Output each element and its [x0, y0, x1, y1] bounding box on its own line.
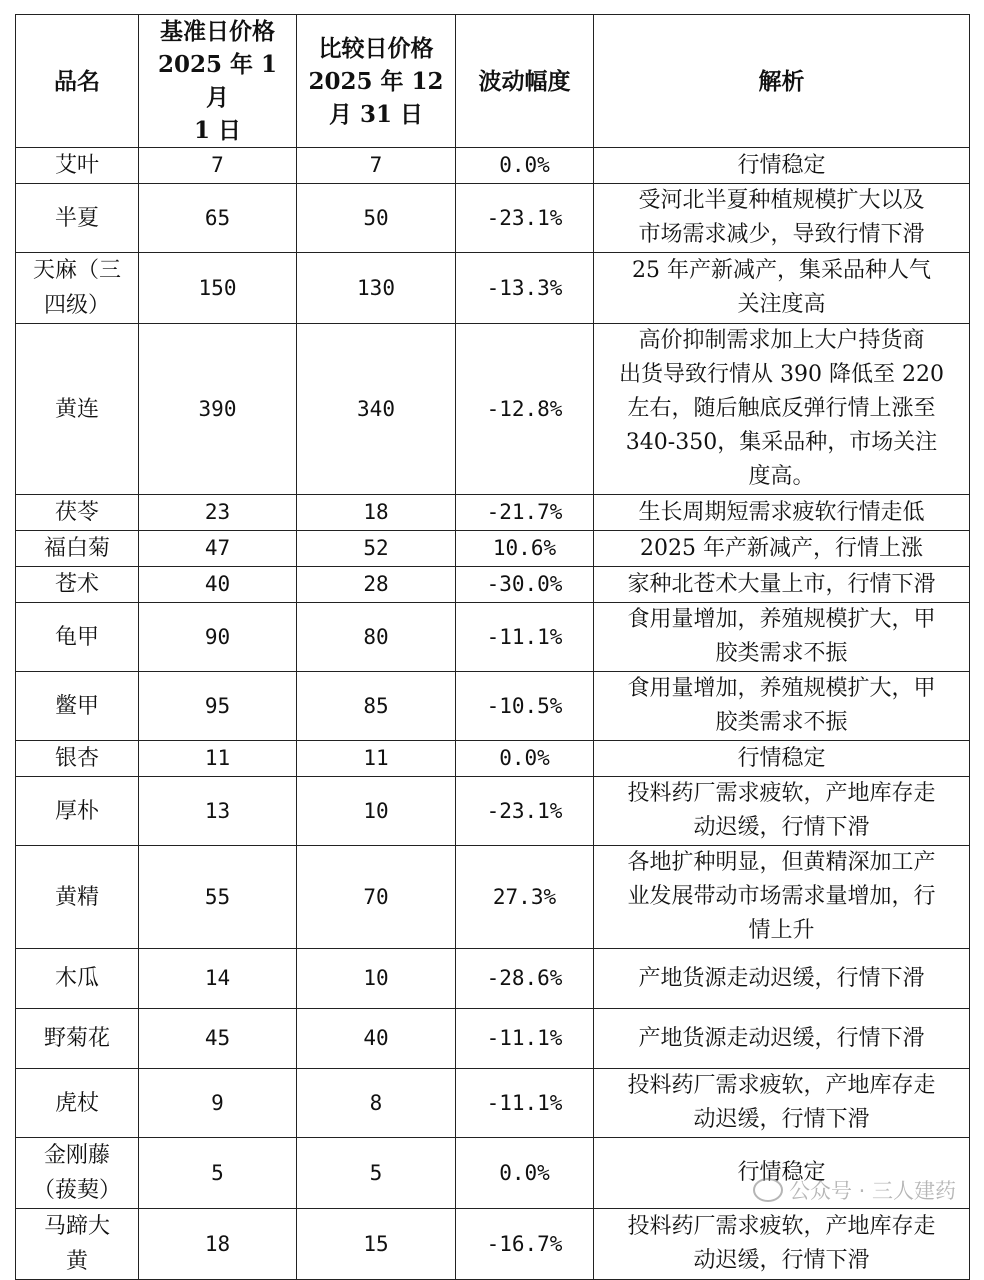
- table-row: [16, 184, 970, 253]
- cell-change: 10.6%: [456, 531, 594, 567]
- cell-name: 金刚藤 （菝葜）: [16, 1138, 139, 1209]
- cell-compare-price: 18: [297, 495, 456, 531]
- table-row: [16, 1209, 970, 1280]
- cell-base-price: 65: [139, 184, 297, 253]
- cell-compare-price: 52: [297, 531, 456, 567]
- cell-analysis: 家种北苍术大量上市，行情下滑: [594, 567, 970, 603]
- cell-base-price: 47: [139, 531, 297, 567]
- table-row: [16, 1069, 970, 1138]
- cell-change: 27.3%: [456, 846, 594, 949]
- cell-compare-price: 40: [297, 1009, 456, 1069]
- table-row: [16, 324, 970, 495]
- cell-analysis: 投料药厂需求疲软，产地库存走 动迟缓，行情下滑: [594, 777, 970, 846]
- table-row: [16, 603, 970, 672]
- cell-base-price: 5: [139, 1138, 297, 1209]
- cell-compare-price: 5: [297, 1138, 456, 1209]
- cell-change: 0.0%: [456, 1138, 594, 1209]
- cell-name: 茯苓: [16, 495, 139, 531]
- cell-compare-price: 11: [297, 741, 456, 777]
- cell-base-price: 23: [139, 495, 297, 531]
- cell-name: 银杏: [16, 741, 139, 777]
- cell-analysis: 25 年产新减产，集采品种人气 关注度高: [594, 253, 970, 324]
- cell-analysis: 行情稳定: [594, 1138, 970, 1209]
- cell-compare-price: 7: [297, 148, 456, 184]
- cell-change: -10.5%: [456, 672, 594, 741]
- cell-name: 木瓜: [16, 949, 139, 1009]
- cell-name: 黄精: [16, 846, 139, 949]
- header-base-price: 基准日价格 2025 年 1 月 1 日: [139, 15, 297, 148]
- cell-base-price: 9: [139, 1069, 297, 1138]
- table-row: [16, 741, 970, 777]
- cell-compare-price: 15: [297, 1209, 456, 1280]
- cell-name: 天麻（三 四级）: [16, 253, 139, 324]
- cell-change: -11.1%: [456, 1009, 594, 1069]
- cell-name: 鳖甲: [16, 672, 139, 741]
- cell-analysis: 食用量增加，养殖规模扩大，甲 胶类需求不振: [594, 603, 970, 672]
- cell-change: -30.0%: [456, 567, 594, 603]
- table-row: [16, 1009, 970, 1069]
- cell-analysis: 受河北半夏种植规模扩大以及 市场需求减少，导致行情下滑: [594, 184, 970, 253]
- cell-analysis: 2025 年产新减产，行情上涨: [594, 531, 970, 567]
- cell-compare-price: 70: [297, 846, 456, 949]
- header-name: 品名: [16, 15, 139, 148]
- table-row: [16, 148, 970, 184]
- header-row: [16, 15, 970, 148]
- cell-analysis: 生长周期短需求疲软行情走低: [594, 495, 970, 531]
- cell-base-price: 55: [139, 846, 297, 949]
- cell-base-price: 40: [139, 567, 297, 603]
- wechat-icon: [753, 1178, 783, 1202]
- cell-base-price: 11: [139, 741, 297, 777]
- table-row: [16, 531, 970, 567]
- cell-change: -16.7%: [456, 1209, 594, 1280]
- cell-name: 龟甲: [16, 603, 139, 672]
- cell-compare-price: 8: [297, 1069, 456, 1138]
- table-row: [16, 253, 970, 324]
- table-row: [16, 672, 970, 741]
- cell-change: -23.1%: [456, 777, 594, 846]
- cell-analysis: 食用量增加，养殖规模扩大，甲 胶类需求不振: [594, 672, 970, 741]
- price-table: [15, 14, 970, 1280]
- cell-name: 厚朴: [16, 777, 139, 846]
- cell-name: 虎杖: [16, 1069, 139, 1138]
- table-row: [16, 495, 970, 531]
- cell-change: -28.6%: [456, 949, 594, 1009]
- cell-compare-price: 50: [297, 184, 456, 253]
- cell-change: -23.1%: [456, 184, 594, 253]
- cell-analysis: 高价抑制需求加上大户持货商 出货导致行情从 390 降低至 220 左右，随后触底反弹行情上涨至 340-350，集采品种，市场关注 度高。: [594, 324, 970, 495]
- cell-compare-price: 10: [297, 777, 456, 846]
- cell-name: 福白菊: [16, 531, 139, 567]
- cell-compare-price: 340: [297, 324, 456, 495]
- cell-base-price: 95: [139, 672, 297, 741]
- table-row: [16, 949, 970, 1009]
- header-change: 波动幅度: [456, 15, 594, 148]
- cell-name: 艾叶: [16, 148, 139, 184]
- cell-base-price: 150: [139, 253, 297, 324]
- cell-change: 0.0%: [456, 148, 594, 184]
- cell-analysis: 产地货源走动迟缓，行情下滑: [594, 949, 970, 1009]
- cell-base-price: 14: [139, 949, 297, 1009]
- cell-analysis: 行情稳定: [594, 148, 970, 184]
- cell-name: 马蹄大 黄: [16, 1209, 139, 1280]
- cell-analysis: 产地货源走动迟缓，行情下滑: [594, 1009, 970, 1069]
- cell-base-price: 90: [139, 603, 297, 672]
- cell-name: 野菊花: [16, 1009, 139, 1069]
- cell-compare-price: 10: [297, 949, 456, 1009]
- watermark: 公众号 · 三人建药: [753, 1175, 956, 1205]
- cell-compare-price: 80: [297, 603, 456, 672]
- cell-compare-price: 28: [297, 567, 456, 603]
- header-compare-price: 比较日价格 2025 年 12 月 31 日: [297, 15, 456, 148]
- cell-change: 0.0%: [456, 741, 594, 777]
- cell-analysis: 投料药厂需求疲软，产地库存走 动迟缓，行情下滑: [594, 1069, 970, 1138]
- cell-name: 半夏: [16, 184, 139, 253]
- cell-analysis: 投料药厂需求疲软，产地库存走 动迟缓，行情下滑: [594, 1209, 970, 1280]
- cell-base-price: 390: [139, 324, 297, 495]
- table-row: [16, 777, 970, 846]
- cell-analysis: 行情稳定: [594, 741, 970, 777]
- cell-base-price: 18: [139, 1209, 297, 1280]
- cell-name: 黄连: [16, 324, 139, 495]
- cell-change: -21.7%: [456, 495, 594, 531]
- table-row: [16, 567, 970, 603]
- cell-change: -11.1%: [456, 1069, 594, 1138]
- cell-base-price: 7: [139, 148, 297, 184]
- cell-base-price: 13: [139, 777, 297, 846]
- header-analysis: 解析: [594, 15, 970, 148]
- cell-analysis: 各地扩种明显，但黄精深加工产 业发展带动市场需求量增加，行 情上升: [594, 846, 970, 949]
- table-row: [16, 846, 970, 949]
- cell-base-price: 45: [139, 1009, 297, 1069]
- cell-compare-price: 85: [297, 672, 456, 741]
- cell-change: -11.1%: [456, 603, 594, 672]
- cell-compare-price: 130: [297, 253, 456, 324]
- cell-change: -13.3%: [456, 253, 594, 324]
- cell-change: -12.8%: [456, 324, 594, 495]
- cell-name: 苍术: [16, 567, 139, 603]
